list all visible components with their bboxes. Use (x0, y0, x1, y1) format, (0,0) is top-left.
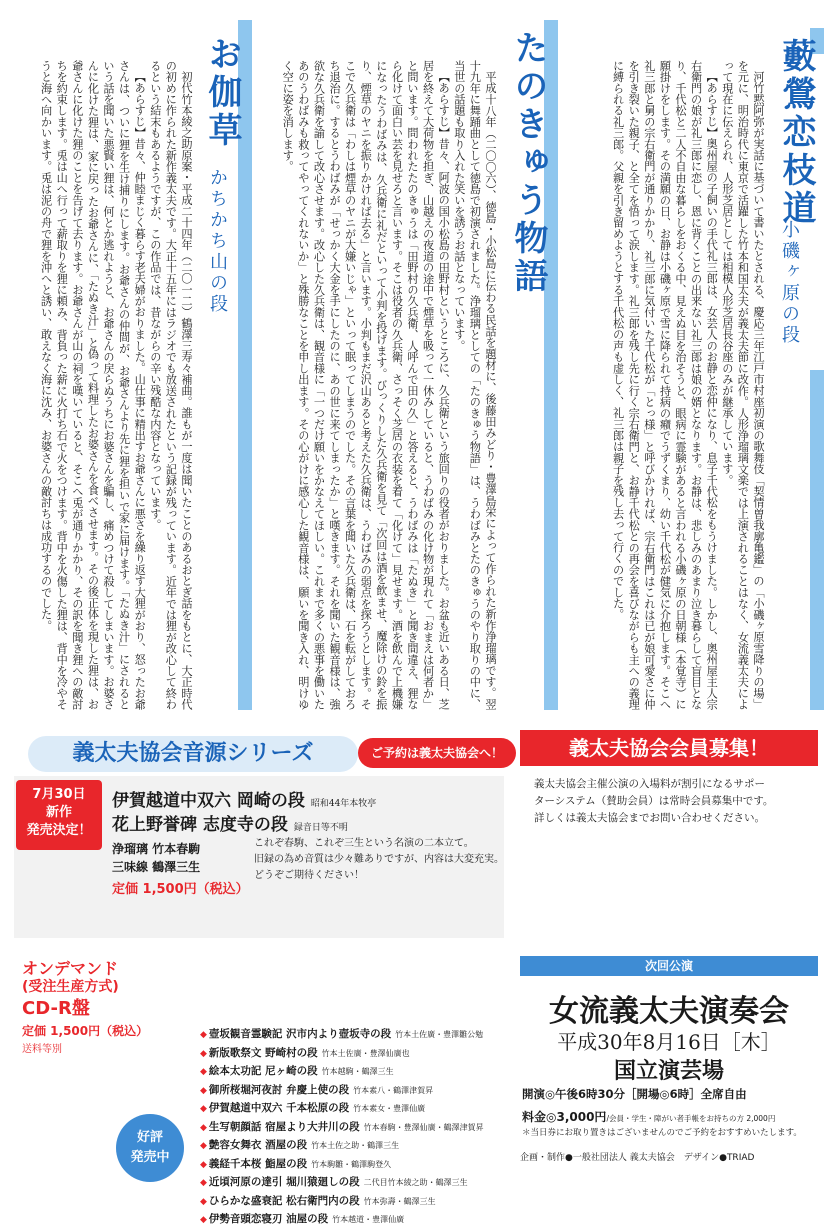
desc-line: これぞ春駒、これぞ三生という名演の二本立て。 (254, 838, 474, 849)
ondemand-item (200, 1082, 506, 1101)
section-yabu (560, 20, 822, 710)
item-title: 艶容女舞衣 酒屋の段 (208, 1139, 308, 1151)
ondemand-item (200, 1119, 506, 1138)
member-title: 義太夫協会会員募集！ (520, 730, 818, 766)
cd-title-text: 伊賀越道中双六 岡崎の段 (112, 791, 305, 811)
bullet-icon: ◆ (200, 1067, 207, 1077)
fee-note: /会員・学生・障がい者手帳をお持ちの方 2,000円 (606, 1114, 776, 1123)
member-line: ターシステム（賛助会員）は常時会員募集中です。 (534, 795, 774, 807)
item-performers: 竹本素八・鶴澤津賀昇 (353, 1085, 434, 1095)
next-performance (520, 956, 818, 1144)
next-title: 女流義太夫演奏会 (549, 994, 789, 1029)
ondemand-item (200, 1026, 506, 1045)
member-line: 義太夫協会主催公演の入場料が割引になるサポー (534, 778, 765, 790)
next-note: ＊当日券にお取り置きはございませんのでご予約をおすすめいたします。 (522, 1128, 802, 1138)
item-title: 御所桜堀河夜討 弁慶上使の段 (208, 1083, 350, 1096)
next-head: 次回公演 (520, 956, 818, 976)
badge-line: 好評 (136, 1130, 163, 1145)
badge-line: 発売決定！ (26, 823, 92, 838)
ondemand-item (200, 1063, 506, 1082)
item-title: 伊勢音頭恋寝刃 油屋の段 (208, 1213, 329, 1225)
item-title: 壺坂観音霊験記 沢市内より壺坂寺の段 (208, 1028, 392, 1040)
section-subtitle: 小磯ヶ原の段 (779, 220, 800, 346)
item-performers: 竹本土佐之助・鶴澤三生 (311, 1141, 400, 1150)
paragraph: 【あらすじ】昔々、仲睦まじく暮らす老夫婦がおりました。山仕事に精出すお爺さんに悪さを繰り返す大狸がおり、怒ったお爺さんは、ついに狸を生け捕りにします。お爺さんの仲間が、お爺さんより先に狸を担いで家に届けます。「たぬき汁」にされるという話を聞いた悪賢い狸は、何とか逃れようと、お爺さんの戻らぬうちにお婆さんを騙し、痛めつけて殺してしまいます。お婆さんに化けた狸は、家に戻ったお爺さんに、「たぬき汁」と偽って料理したお婆さんを食べさせます。その後正体を現した狸は、お爺さんに化けた狸のことを告げて去ります。お爺さんが山の祠を嘆いていると、そこへ兎が通りかかり、その訳を聞き狸への敵討ちを約束します。兎は山へ行って薪取りを狸に頼み、背負った薪に火打ち石で火をつけます。背中を火傷した狸は、背中を冷やそうと海へ向かいます。兎は泥の舟で狸を沖へと誘い、敢えなく海に沈み、お婆さんの敵討ちは成功するのでした。 (39, 60, 147, 710)
section-title: たのきゅう物語 (508, 30, 548, 296)
desc-line: 旧録の為め音質は少々難ありですが、内容は大変充実。 (254, 854, 504, 865)
item-performers: 二代目竹本綾之助・鶴澤三生 (363, 1178, 468, 1187)
section-otogi (6, 20, 254, 710)
paragraph: 平成十八年（二〇〇六）、徳島・小松島に伝わる民話を題材に、後藤田みどり・豊澤島栄によって作られた新作浄瑠璃です。翌十九年に舞踊曲として徳島で初演されました。浄瑠璃としての「たのきゅう物語」は、うわばみとたのきゅうのやり取りの中に、当世の話題も取り入れた笑いを誘うお話となっています。 (452, 60, 497, 710)
bullet-icon: ◆ (200, 1048, 207, 1059)
cd-title-text: 花上野誉碑 志度寺の段 (112, 815, 288, 835)
item-performers: 竹本弥壽・鶴澤三生 (363, 1196, 436, 1206)
bullet-icon: ◆ (200, 1104, 207, 1114)
cd-title-2 (112, 810, 348, 835)
item-title: 絵本太功記 尼ヶ崎の段 (208, 1065, 318, 1077)
member-recruit (520, 730, 818, 944)
ondemand-item (200, 1156, 506, 1175)
bullet-icon: ◆ (200, 1030, 207, 1040)
credit: 企画・制作●一般社団法人 義太夫協会 デザイン●TRIAD (520, 1153, 755, 1163)
cd-title-note: 録音日等不明 (293, 823, 348, 833)
bullet-icon: ◆ (200, 1178, 207, 1188)
item-title: 近頃河原の達引 堀川猿廻しの段 (208, 1176, 360, 1188)
section-body (258, 60, 498, 710)
ondemand-item (200, 1045, 506, 1064)
ondemand-item (200, 1100, 506, 1119)
cd-title-1 (112, 786, 376, 811)
ondemand-format: CD-R盤 (22, 998, 90, 1019)
ondemand-list (200, 1026, 506, 1230)
performer-2: 三味線 鶴澤三生 (112, 860, 201, 874)
badge-line: 発売中 (130, 1150, 170, 1165)
new-release-badge (16, 780, 102, 850)
ondemand-item (200, 1137, 506, 1156)
paragraph: 【あらすじ】奥州屋の子飼いの手代礼三郎は、女芸人のお静と恋仲になり、息子千代松をもうけました。しかし、奥州屋主人宗右衛門の娘が礼三郎に恋し、恩に背くことの出来ない礼三郎は娘の婿となります。お静は、悲しみのあまり泣き暮らして盲目となり、千代松と二人不自由な暮らしをおくる中、見えぬ目を治そうと、眼病に霊験があると言われる小磯ヶ原の日朝様（本覚寺）に願掛けをします。その満願の日、お静は小磯ヶ原で雪に降られて持病の癪でうずくまり、幼い千代松が健気に介抱します。そこへ礼三郎と舅の宗右衛門が通りかかり、礼三郎に気付いた千代松が「とっ様」と呼びかければ、宗右衛門はこれは已が娘可愛さに仲を引き裂いた親子、と全てを悟って涙します。礼三郎を残し先に行く宗右衛門と、お静千代松との再会を喜びながらも主への義理に縛られる礼三郎。父親を引き留めようとする千代松の声も虚しく、礼三郎は親子を残し去って行くのでした。 (611, 60, 719, 710)
section-title: 藪鶯恋枝道 (776, 38, 816, 228)
ondemand-shipping: 送料等別 (22, 1044, 62, 1055)
next-fee (522, 1106, 775, 1125)
item-performers: 竹本土佐廣・豊澤雛公勉 (395, 1030, 484, 1039)
ondemand-item (200, 1174, 506, 1193)
cd-title-note: 昭和44年本牧亭 (310, 799, 377, 809)
fee-main: 料金◎3,000円 (522, 1110, 607, 1124)
ondemand-price: 定価 1,500円（税込） (22, 1024, 149, 1038)
reserve-badge: ご予約は義太夫協会へ！ (358, 738, 516, 768)
section-body (6, 60, 194, 710)
paragraph: 河竹黙阿弥が実話に基づいて書いたとされる、慶応三年江戸市村座初演の歌舞伎「契情曽我廓亀鑑」の「小磯ヶ原雪降りの場」を元に、明治時代に東京で活躍した竹本和国太夫が義太夫節に改作。人形浄瑠璃文楽では上演されることはなく、女流義太夫によって現在に伝えられ、人形芝居としては相模人形芝居長谷座のみが継承しています。 (720, 60, 765, 710)
item-performers: 竹本越駒・鶴澤三生 (321, 1067, 394, 1076)
member-text (534, 776, 810, 827)
next-date: 平成30年8月16日［木］ (557, 1030, 781, 1054)
cd-description (254, 836, 504, 884)
item-title: ひらかな盛衰記 松右衛門内の段 (208, 1194, 360, 1207)
title-bar-lower (810, 370, 824, 710)
item-title: 生写朝顔話 宿屋より大井川の段 (208, 1120, 360, 1133)
ondemand-subtitle: (受注生産方式) (22, 979, 119, 995)
desc-line: どうぞご期待ください！ (254, 870, 364, 881)
member-line: 詳しくは義太夫協会までお問い合わせください。 (534, 812, 765, 824)
performer-1: 浄瑠璃 竹本春駒 (112, 842, 201, 856)
item-title: 新版歌祭文 野崎村の段 (208, 1046, 318, 1059)
ondemand-item (200, 1211, 506, 1230)
ondemand-title: オンデマンド (22, 959, 119, 978)
bullet-icon: ◆ (200, 1215, 207, 1225)
paragraph: 初代竹本綾之助原案・平成二十四年（二〇一二）鶴澤三寿々補曲。誰もが一度は聞いたことのあるおとぎ話をもとに、大正時代の初めに作られた新作義太夫です。大正十五年にはラジオでも放送されたという記録が残っています。近年では狸が改心して終わるという結末もあるようですが、この作品では、昔ながらの辛い残酷な内容となっています。 (148, 60, 193, 710)
section-tanokyu (258, 20, 556, 710)
paragraph: 【あらすじ】昔々、阿波の国小松島の田野村というところに、久兵衛という旅回りの役者がおりました。お盆も近いある日、芝居を終えて大荷物を担ぎ、山越えの夜道の途中で煙草を吸って一休みしていると、うわばみの化け物が現れて「おまえは何者か」と問います。問われたたのきゅうは「田野村の久兵衛、人呼んで田の久」と答えると、うわばみは「たぬき」と聞き間違え、狸なら化けて面白い芸を見せろと言います。そこは役者の久兵衛、さっそく芝居の衣装を着て「化けて」見せます。酒を飲んで上機嫌になったうわばみは、久兵衛に礼だといって小判を投げます。びっくりした久兵衛を見て「次回は酒を飲ませ、魔除けの鈴を振り、煙草のヤニを振りかければ去る」と言います。小判もまだ沢山あると考えた久兵衛は、うわばみの弱点を探ろうとします。そこで久兵衛は「わしは煙草のヤニが大嫌いじゃ」といって眠ってしまうのでした。その言葉を聞いた久兵衛は、石を転がしておろち退治に。するとうわばみが「せっかく大金を手にしたのに、あの世に来てしまったか」と嘆きます。それを聞いた観音様は、強欲な久兵衛を諭して改心させます。改心した久兵衛は、観音様に「一つだけ願いをかなえてほしい。これまで多くの悪事を働いたあのうわばみも救ってやってくれないか」と殊勝なことを申し出ます。その心がけに感心した観音様は、願いを聞き入れ、明けゆく空に姿を消します。 (281, 60, 451, 710)
item-performers: 竹本駒雛・鶴澤駒登久 (311, 1159, 392, 1169)
bullet-icon: ◆ (200, 1196, 207, 1207)
item-title: 義経千本桜 鮨屋の段 (208, 1157, 308, 1170)
section-title: お伽草 (202, 36, 242, 150)
badge-line: 新作 (45, 805, 72, 820)
ondemand-item (200, 1193, 506, 1212)
bullet-icon: ◆ (200, 1159, 207, 1170)
bullet-icon: ◆ (200, 1122, 207, 1133)
cd-price: 定価 1,500円（税込） (112, 882, 249, 897)
bullet-icon: ◆ (200, 1085, 207, 1096)
item-performers: 竹本春駒・豊澤仙廣・鶴澤津賀昇 (363, 1122, 484, 1132)
badge-line: 7月30日 (32, 787, 86, 802)
item-performers: 竹本土佐廣・豊澤仙廣也 (321, 1048, 410, 1058)
item-performers: 竹本越道・豊澤仙廣 (332, 1215, 405, 1224)
series-title: 義太夫協会音源シリーズ (28, 736, 358, 772)
next-time: 開演◎午後6時30分［開場◎6時］全席自由 (522, 1087, 747, 1101)
on-sale-badge (116, 1114, 184, 1182)
item-title: 伊賀越道中双六 千本松原の段 (208, 1102, 350, 1114)
section-subtitle: かちかち山の段 (207, 168, 228, 315)
bullet-icon: ◆ (200, 1141, 207, 1151)
next-venue: 国立演芸場 (613, 1059, 724, 1084)
section-body (560, 60, 766, 710)
item-performers: 竹本素女・豊澤仙廣 (353, 1104, 426, 1113)
